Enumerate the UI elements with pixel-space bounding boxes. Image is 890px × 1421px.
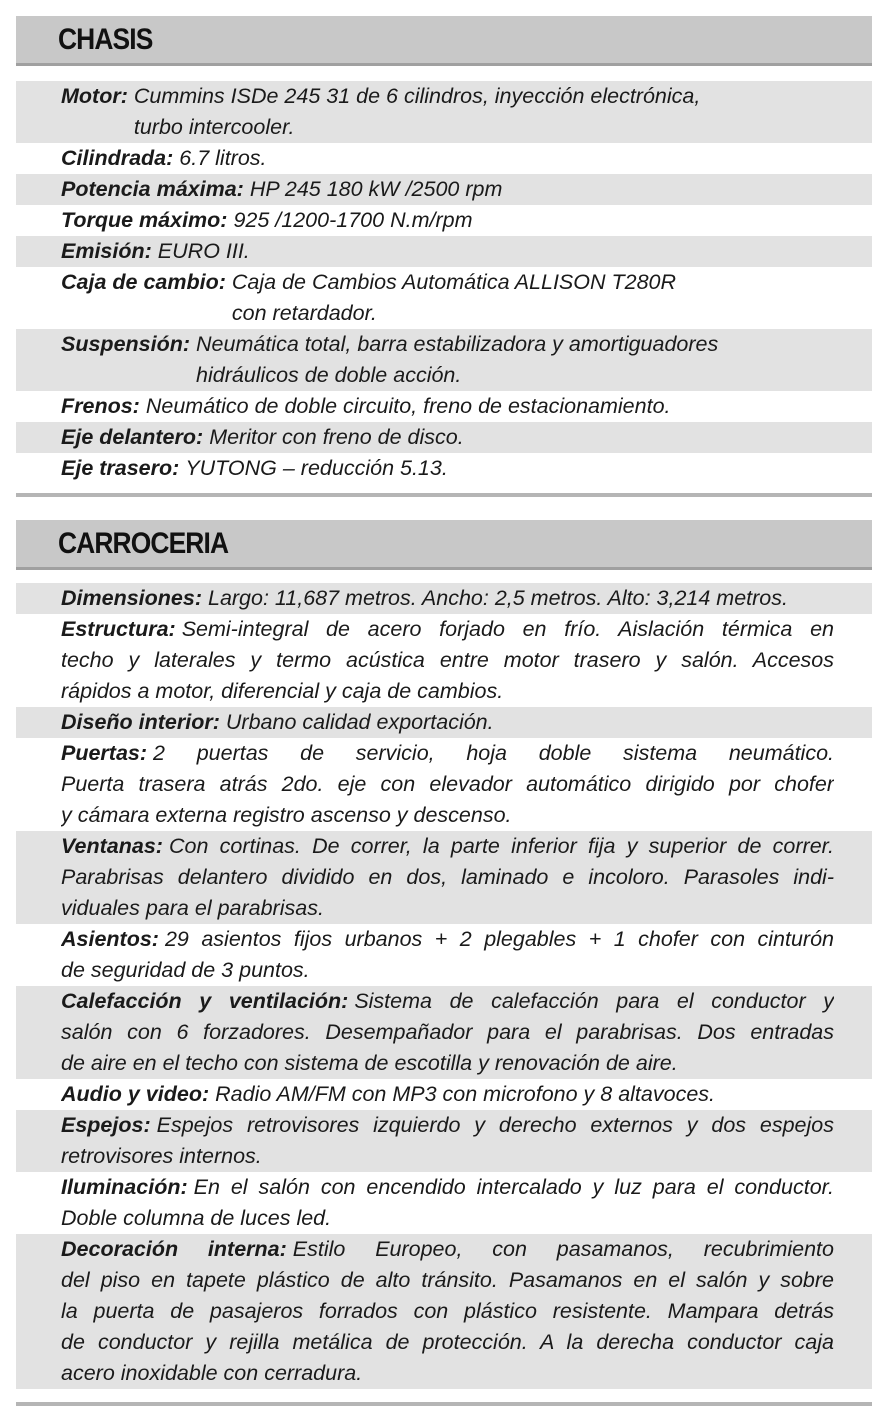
spec-line [61,391,834,422]
spec-value: Caja de Cambios Automática ALLISON T280R [231,270,677,294]
spec-line [61,1327,834,1358]
spec-value: de aire en el techo con sistema de escotilla y renovación de aire. [61,1051,678,1075]
spec-line [61,1048,834,1079]
spec-line [61,236,834,267]
spec-line [61,298,834,329]
section-header [16,520,872,570]
spec-value: hidráulicos de doble acción. [196,363,462,387]
spec-value: del piso en tapete plástico de alto tránsito. Pasamanos en el salón y sobre [61,1268,834,1292]
spec-label: Caja de cambio: [61,270,226,294]
spec-line [61,831,834,862]
spec-value: retrovisores internos. [61,1144,262,1168]
spec-value: Semi-integral de acero forjado en frío. Aislación térmica en [181,617,834,641]
spec-label: Puertas: [61,741,148,765]
spec-value: techo y laterales y termo acústica entre motor trasero y salón. Accesos [61,648,834,672]
spec-row [16,205,872,236]
spec-label: Emisión: [61,239,152,263]
spec-line [61,422,834,453]
section-header [16,16,872,66]
spec-value: Urbano calidad exportación. [225,710,494,734]
spec-line [61,583,834,614]
spec-line [61,893,834,924]
spec-label: Audio y video: [61,1082,210,1106]
spec-value: YUTONG – reducción 5.13. [185,456,448,480]
spec-row [16,236,872,267]
spec-value: de conductor y rejilla metálica de protección. A la derecha conductor caja [61,1330,834,1354]
spec-line [61,738,834,769]
spec-line [61,143,834,174]
spec-value: Cummins ISDe 245 31 de 6 cilindros, inyección electrónica, [133,84,701,108]
spec-line [61,267,834,298]
spec-row [16,391,872,422]
spec-label: Decoración interna: [61,1237,287,1261]
spec-line [61,769,834,800]
spec-row [16,614,872,707]
spec-line [61,1141,834,1172]
spec-label: Estructura: [61,617,176,641]
spec-line [61,81,834,112]
spec-value: En el salón con encendido intercalado y luz para el conductor. [193,1175,834,1199]
spec-label: Torque máximo: [61,208,228,232]
spec-label: Diseño interior: [61,710,220,734]
spec-label: Ventanas: [61,834,163,858]
spec-label: Cilindrada: [61,146,174,170]
spec-row [16,924,872,986]
spec-row [16,453,872,484]
spec-line [61,707,834,738]
spec-row [16,1234,872,1389]
spec-value: Largo: 11,687 metros. Ancho: 2,5 metros. Alto: 3,214 metros. [207,586,788,610]
spec-line [61,1172,834,1203]
spec-value: 6.7 litros. [179,146,267,170]
spec-label: Asientos: [61,927,159,951]
spec-label: Iluminación: [61,1175,188,1199]
spec-value: la puerta de pasajeros forrados con plástico resistente. Mampara detrás [61,1299,834,1323]
spec-value: viduales para el parabrisas. [61,896,324,920]
spec-value: salón con 6 forzadores. Desempañador para el parabrisas. Dos entradas [61,1020,834,1044]
spec-line [61,800,834,831]
spec-value: turbo intercooler. [133,115,295,139]
spec-row [16,738,872,831]
spec-line [61,1110,834,1141]
spec-value: rápidos a motor, diferencial y caja de cambios. [61,679,504,703]
spec-row [16,422,872,453]
spec-row [16,583,872,614]
spec-label: Motor: [61,84,128,108]
spec-line [61,955,834,986]
spec-row [16,81,872,143]
spec-label: Eje trasero: [61,456,180,480]
spec-label: Dimensiones: [61,586,202,610]
section-divider [16,1402,872,1406]
spec-value: acero inoxidable con cerradura. [61,1361,363,1385]
spec-value: HP 245 180 kW /2500 rpm [249,177,503,201]
section-chasis [16,16,872,66]
spec-row [16,267,872,329]
spec-row [16,143,872,174]
spec-line [61,1017,834,1048]
spec-line [61,112,834,143]
spec-value: y cámara externa registro ascenso y descenso. [61,803,512,827]
spec-line [61,329,834,360]
spec-row [16,831,872,924]
spec-value: Radio AM/FM con MP3 con microfono y 8 altavoces. [215,1082,715,1106]
spec-line [61,614,834,645]
spec-line [61,174,834,205]
spec-line [61,924,834,955]
spec-line [61,1203,834,1234]
spec-line [61,676,834,707]
spec-value: Con cortinas. De correr, la parte inferior fija y superior de correr. [168,834,834,858]
spec-value: Estilo Europeo, con pasamanos, recubrimiento [292,1237,834,1261]
spec-value: 29 asientos fijos urbanos + 2 plegables + 1 chofer con cinturón [164,927,834,951]
spec-row [16,707,872,738]
spec-label: Eje delantero: [61,425,204,449]
spec-value: Sistema de calefacción para el conductor y [354,989,834,1013]
spec-value: 2 puertas de servicio, hoja doble sistema neumático. [153,741,834,765]
spec-value: de seguridad de 3 puntos. [61,958,310,982]
spec-label: Frenos: [61,394,140,418]
spec-line [61,1296,834,1327]
carroceria-spec-list [16,583,872,1389]
spec-line [61,1234,834,1265]
spec-row [16,329,872,391]
spec-label: Potencia máxima: [61,177,244,201]
spec-row [16,1172,872,1234]
section-title: CHASIS [58,23,153,56]
spec-value: Espejos retrovisores izquierdo y derecho externos y dos espejos [156,1113,834,1137]
spec-value: Meritor con freno de disco. [209,425,464,449]
chasis-spec-list [16,81,872,484]
spec-line [61,453,834,484]
spec-value: EURO III. [157,239,250,263]
spec-label: Espejos: [61,1113,151,1137]
section-carroceria [16,520,872,570]
spec-line [61,1265,834,1296]
spec-value: Neumático de doble circuito, freno de estacionamiento. [145,394,671,418]
spec-value: Puerta trasera atrás 2do. eje con elevador automático dirigido por chofer [61,772,834,796]
spec-line [61,1358,834,1389]
spec-line [61,1079,834,1110]
spec-value: Neumática total, barra estabilizadora y amortiguadores [196,332,719,356]
spec-row [16,986,872,1079]
section-title: CARROCERIA [58,527,229,560]
spec-line [61,986,834,1017]
spec-row [16,1110,872,1172]
spec-label: Suspensión: [61,332,191,356]
spec-value: Parabrisas delantero dividido en dos, laminado e incoloro. Parasoles indi- [61,865,834,889]
spec-line [61,645,834,676]
spec-value: Doble columna de luces led. [61,1206,332,1230]
spec-value: 925 /1200-1700 N.m/rpm [233,208,473,232]
spec-value: con retardador. [231,301,377,325]
spec-row [16,174,872,205]
spec-label: Calefacción y ventilación: [61,989,349,1013]
spec-line [61,862,834,893]
spec-line [61,205,834,236]
spec-row [16,1079,872,1110]
section-divider [16,493,872,497]
spec-line [61,360,834,391]
